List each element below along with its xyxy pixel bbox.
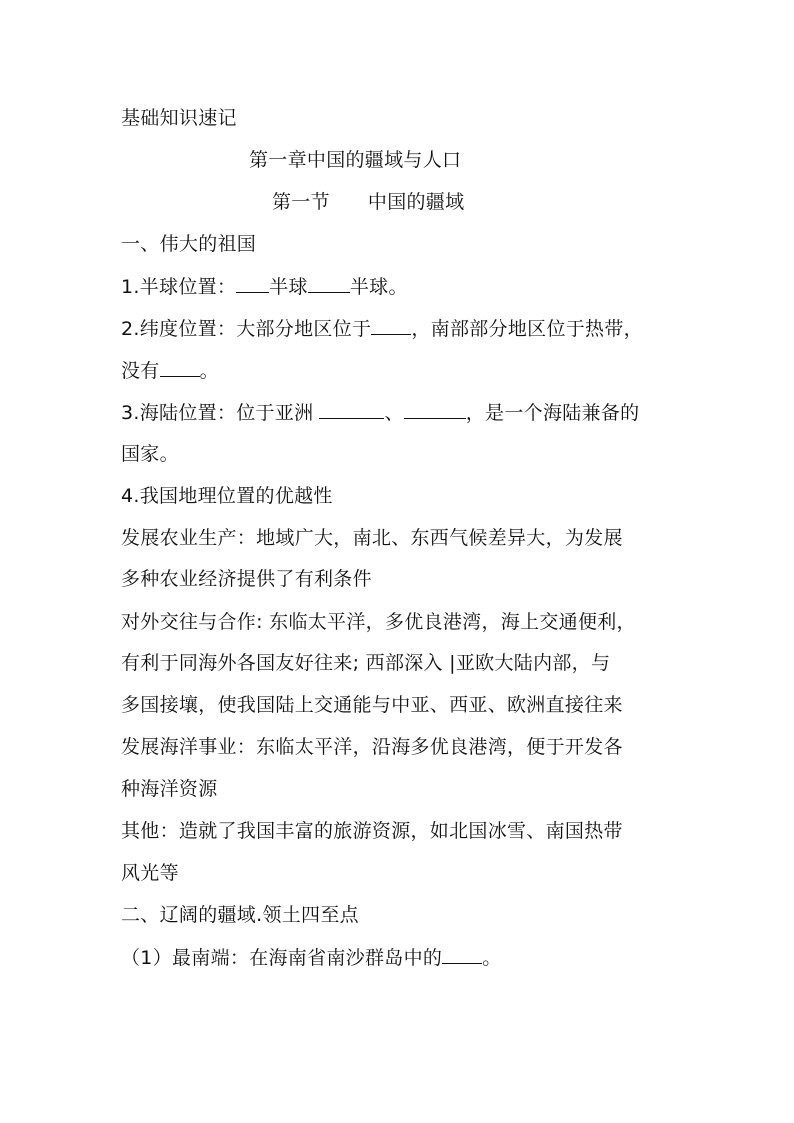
part2-title: 二、辽阔的疆域.领土四至点	[121, 904, 359, 926]
blank-6	[404, 400, 466, 419]
blank-5	[319, 400, 384, 419]
section-title	[272, 190, 464, 214]
section-number: 第一节	[272, 191, 330, 213]
part1-title: 一、伟大的祖国	[121, 233, 257, 255]
marine-line2: 种海洋资源	[121, 778, 218, 800]
blank-7	[442, 945, 482, 964]
other-line2: 风光等	[121, 862, 179, 884]
item-latitude-line2: 没有 。	[121, 360, 219, 382]
foreign-line3: 多国接壤，使我国陆上交通能与中亚、西亚、欧洲直接往来	[121, 694, 623, 716]
item4-title: 4.我国地理位置的优越性	[121, 485, 333, 507]
foreign-line1: 对外交往与合作: 东临太平洋，多优良港湾，海上交通便利，	[121, 611, 636, 633]
item-latitude-line1: 2.纬度位置：大部分地区位于 ，南部部分地区位于热带，	[121, 318, 643, 340]
marine-line1: 发展海洋事业：东临太平洋，沿海多优良港湾，便于开发各	[121, 736, 623, 758]
item-land-sea-line2: 国家。	[121, 443, 179, 465]
chapter-title: 第一章中国的疆域与人口	[249, 149, 462, 171]
heading: 基础知识速记	[121, 107, 237, 129]
foreign-line2: 有利于同海外各国友好往来; 西部深入 |亚欧大陆内部，与	[121, 652, 611, 674]
item-land-sea-line1: 3.海陆位置：位于亚洲 、 ，是一个海陆兼备的	[121, 402, 640, 424]
section-name: 中国的疆域	[367, 191, 465, 213]
blank-1	[236, 274, 269, 293]
other-line1: 其他：造就了我国丰富的旅游资源，如北国冰雪、南国热带	[121, 820, 623, 842]
item-hemisphere: 1.半球位置： 半球 半球。	[121, 276, 408, 298]
item-southernmost: （1）最南端：在海南省南沙群岛中的 。	[121, 947, 502, 969]
blank-3	[371, 316, 411, 335]
blank-2	[308, 274, 350, 293]
blank-4	[160, 358, 200, 377]
agriculture-line2: 多种农业经济提供了有利条件	[121, 568, 372, 590]
agriculture-line1: 发展农业生产：地域广大，南北、东西气候差异大，为发展	[121, 527, 623, 549]
